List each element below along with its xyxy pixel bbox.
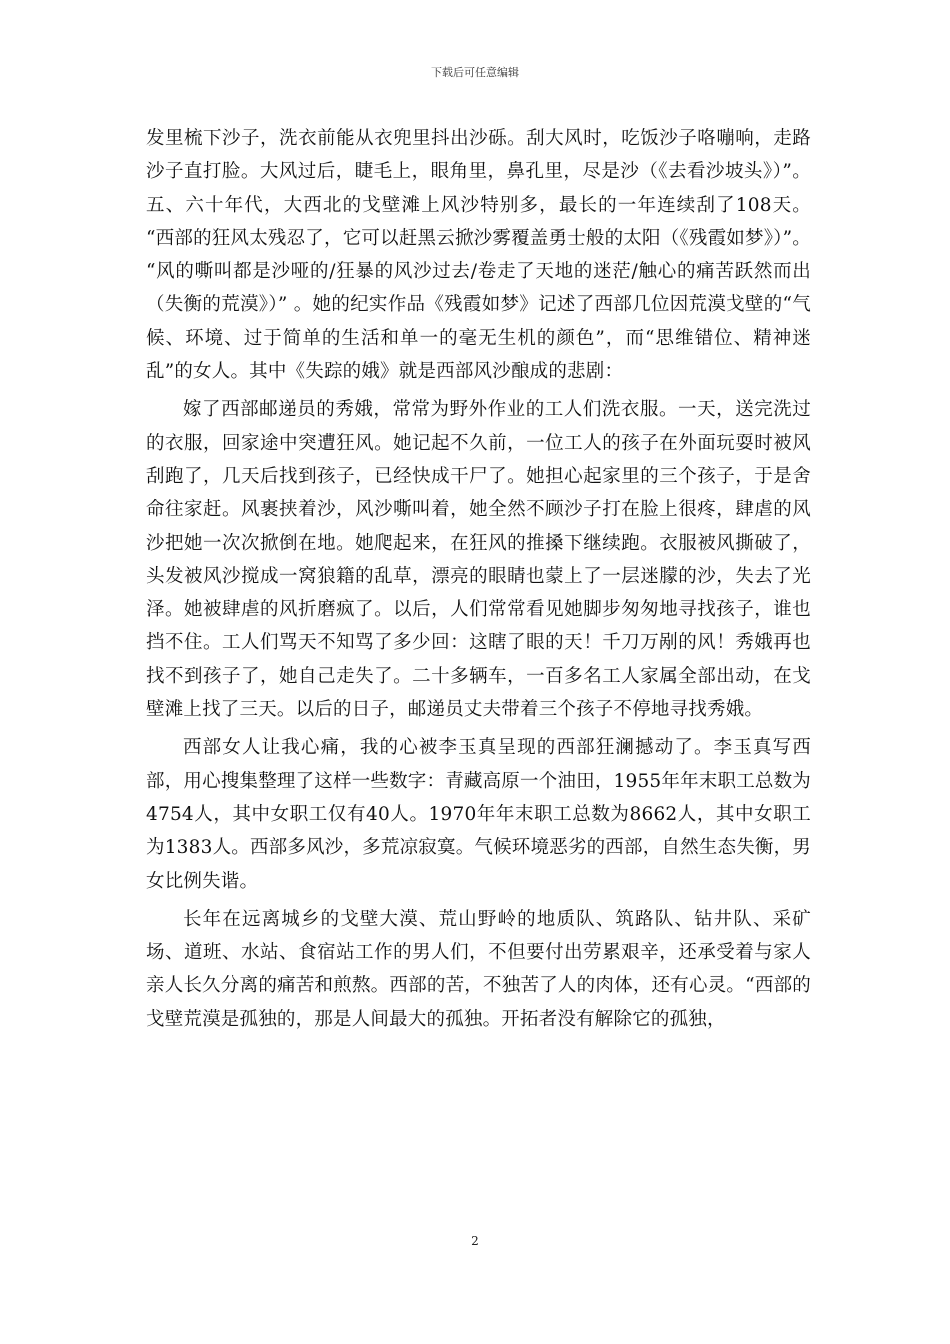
paragraph-2: 嫁了西部邮递员的秀娥，常常为野外作业的工人们洗衣服。一天，送完洗过的衣服，回家途中突遭狂风。她记起不久前，一位工人的孩子在外面玩耍时被风刮跑了，几天后找到孩子，已经快成干尸了。她担心起家里的三个孩子，于是舍命往家赶。风裹挟着沙，风沙嘶叫着，她全然不顾沙子打在脸上很疼，肆虐的风沙把她一次次掀倒在地。她爬起来，在狂风的推搡下继续跑。衣服被风撕破了，头发被风沙搅成一窝狼籍的乱草，漂亮的眼睛也蒙上了一层迷朦的沙，失去了光泽。她被肆虐的风折磨疯了。以后，人们常常看见她脚步匆匆地寻找孩子，谁也挡不住。工人们骂天不知骂了多少回：这瞎了眼的天！千刀万剐的风！秀娥再也找不到孩子了，她自己走失了。二十多辆车，一百多名工人家属全部出动，在戈壁滩上找了三天。以后的日子，邮递员丈夫带着三个孩子不停地寻找秀娥。 xyxy=(146,399,811,721)
paragraph-3: 西部女人让我心痛，我的心被李玉真呈现的西部狂澜撼动了。李玉真写西部，用心搜集整理了这样一些数字：青藏高原一个油田，1955年年末职工总数为4754人，其中女职工仅有40人。1970年年末职工总数为8662人，其中女职工为1383人。西部多风沙，多荒凉寂寞。气候环境恶劣的西部，自然生态失衡，男女比例失谐。 xyxy=(146,737,811,892)
page-number: 2 xyxy=(471,1234,479,1248)
document-body xyxy=(146,122,811,1041)
paragraph-1: 发里梳下沙子，洗衣前能从衣兜里抖出沙砾。刮大风时，吃饭沙子咯嘣响，走路沙子直打脸。大风过后，睫毛上，眼角里，鼻孔里，尽是沙（《去看沙坡头》）”。五、六十年代，大西北的戈壁滩上风沙特别多，最长的一年连续刮了108天。 “西部的狂风太残忍了，它可以赶黑云掀沙雾覆盖勇士般的太阳（《残霞如梦》）”。 “风的嘶叫都是沙哑的/狂暴的风沙过去/卷走了天地的迷茫/触心的痛苦跃然而出（失衡的荒漠》）” 。她的纪实作品《残霞如梦》记述了西部几位因荒漠戈壁的“气候、环境、过于简单的生活和单一的毫无生机的颜色”，而“思维错位、精神迷乱”的女人。其中《失踪的娥》就是西部风沙酿成的悲剧： xyxy=(146,128,811,383)
page-header: 下载后可任意编辑 xyxy=(431,66,519,79)
paragraph-4: 长年在远离城乡的戈壁大漠、荒山野岭的地质队、筑路队、钻井队、采矿场、道班、水站、食宿站工作的男人们，不但要付出劳累艰辛，还承受着与家人亲人长久分离的痛苦和煎熬。西部的苦，不独苦了人的肉体，还有心灵。“西部的戈壁荒漠是孤独的，那是人间最大的孤独。开拓者没有解除它的孤独， xyxy=(146,908,811,1030)
